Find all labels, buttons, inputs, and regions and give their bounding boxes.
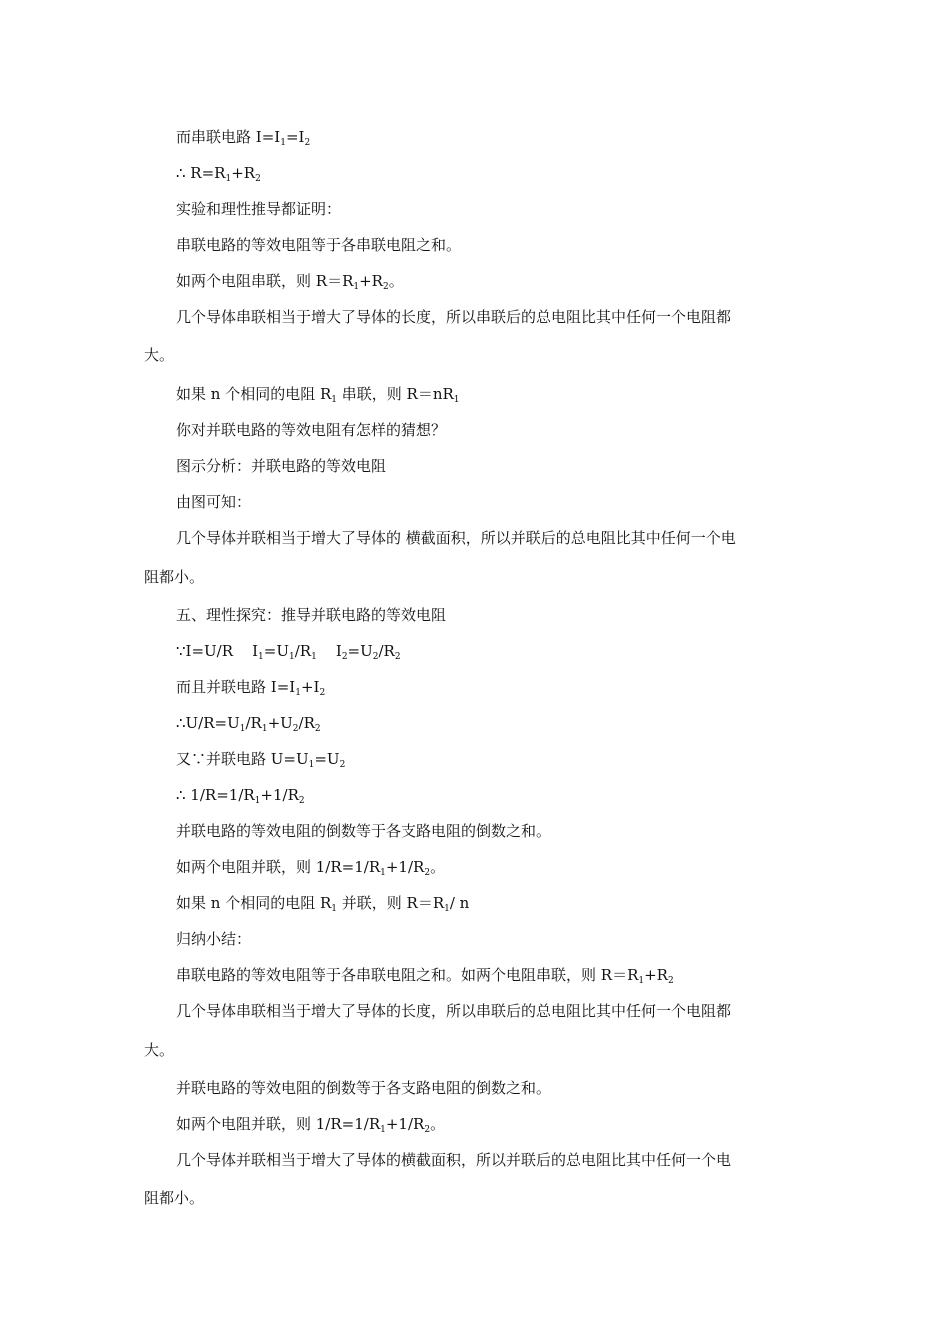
paragraph-series-rule: 串联电路的等效电阻等于各串联电阻之和。 [176, 236, 462, 254]
summary-parallel-area-cont: 阻都小。 [144, 1189, 205, 1207]
paragraph-parallel-example: 如两个电阻并联，则 $1/R=1/R_1+1/R_2$。 [176, 858, 446, 878]
paragraph-parallel-area: 几个导体并联相当于增大了导体的 横截面积，所以并联后的总电阻比其中任何一个电 [176, 529, 736, 547]
formula-parallel-resistance: ∴ $1/R=1/R_1+1/R_2$ [176, 786, 305, 806]
paragraph-from-diagram: 由图可知： [176, 493, 252, 511]
summary-parallel-example: 如两个电阻并联，则 $1/R=1/R_1+1/R_2$。 [176, 1115, 446, 1135]
summary-parallel-area: 几个导体并联相当于增大了导体的横截面积，所以并联后的总电阻比其中任何一个电 [176, 1151, 732, 1169]
summary-series-rule: 串联电路的等效电阻等于各串联电阻之和。如两个电阻串联，则 $R=R_1+R_2$ [176, 966, 674, 986]
formula-series-current: 而串联电路 $I=I_1=I_2$ [176, 128, 311, 148]
formula-ohms-law: ∵I=U/R $I_1=U_1/R_1$ $I_2=U_2/R_2$ [176, 642, 401, 662]
section-heading-summary: 归纳小结： [176, 930, 252, 948]
summary-series-length-cont: 大。 [144, 1041, 175, 1059]
paragraph-series-length-cont: 大。 [144, 346, 175, 364]
paragraph-parallel-question: 你对并联电路的等效电阻有怎样的猜想？ [176, 421, 447, 439]
section-heading-five: 五、理性探究：推导并联电路的等效电阻 [176, 606, 447, 624]
formula-parallel-voltage: 又∵并联电路 $U=U_1=U_2$ [176, 750, 346, 770]
paragraph-series-example: 如两个电阻串联，则 $R=R_1+R_2$。 [176, 272, 404, 292]
formula-series-resistance: ∴ $R=R_1+R_2$ [176, 164, 261, 184]
summary-series-length: 几个导体串联相当于增大了导体的长度，所以串联后的总电阻比其中任何一个电阻都 [176, 1002, 732, 1020]
paragraph-series-length: 几个导体串联相当于增大了导体的长度，所以串联后的总电阻比其中任何一个电阻都 [176, 308, 732, 326]
paragraph-parallel-rule: 并联电路的等效电阻的倒数等于各支路电阻的倒数之和。 [176, 822, 552, 840]
paragraph-parallel-n-equal: 如果 n 个相同的电阻 $R_1$ 并联，则 $R=R_1/$ n [176, 894, 470, 914]
formula-parallel-derive: $\therefore U/R=U_1/R_1+U_2/R_2$ [176, 714, 321, 734]
paragraph-series-n-equal: 如果 n 个相同的电阻 $R_1$ 串联，则 $R=nR_1$ [176, 385, 460, 405]
paragraph-diagram-analysis: 图示分析：并联电路的等效电阻 [176, 457, 387, 475]
paragraph-proof-intro: 实验和理性推导都证明： [176, 200, 342, 218]
formula-parallel-current: 而且并联电路 $I=I_1+I_2$ [176, 678, 326, 698]
summary-parallel-rule: 并联电路的等效电阻的倒数等于各支路电阻的倒数之和。 [176, 1079, 552, 1097]
paragraph-parallel-area-cont: 阻都小。 [144, 568, 205, 586]
